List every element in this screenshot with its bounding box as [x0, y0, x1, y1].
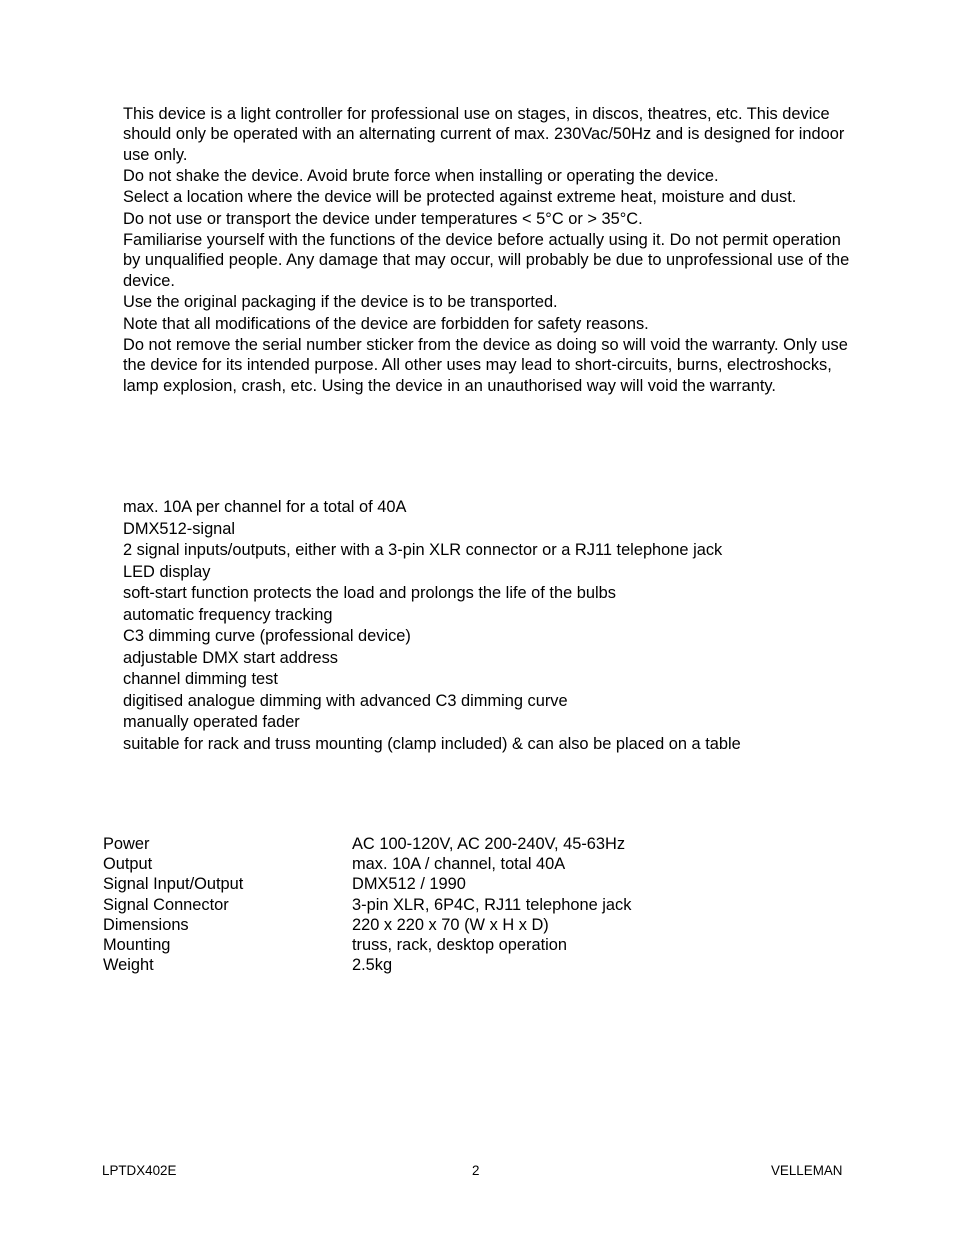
safety-paragraph: Do not use or transport the device under temperatures < 5°C or > 35°C.: [123, 209, 643, 228]
spec-value: 220 x 220 x 70 (W x H x D): [352, 915, 549, 934]
feature-item: C3 dimming curve (professional device): [123, 627, 411, 645]
spec-label: Mounting: [103, 936, 171, 955]
safety-paragraph: Do not remove the serial number sticker from the device as doing so will void the warranty. Only use the device for its intended purpose. All other uses may lead to short-circuits, burns, electroshocks, lamp explosion, crash, etc. Using the device in an unauthorised way will void the warranty.: [123, 335, 848, 395]
feature-item: suitable for rack and truss mounting (clamp included) & can also be placed on a table: [123, 734, 741, 753]
specifications-table: [103, 834, 631, 975]
spec-value: AC 100-120V, AC 200-240V, 45-63Hz: [352, 835, 626, 853]
spec-label: Dimensions: [103, 915, 189, 934]
feature-item: automatic frequency tracking: [123, 605, 333, 624]
feature-item: digitised analogue dimming with advanced C3 dimming curve: [123, 691, 568, 710]
spec-label: Signal Connector: [103, 895, 229, 914]
feature-item: soft-start function protects the load and prolongs the life of the bulbs: [123, 584, 616, 602]
safety-paragraph: Select a location where the device will be protected against extreme heat, moisture and dust.: [123, 188, 797, 207]
feature-item: max. 10A per channel for a total of 40A: [123, 498, 407, 516]
spec-row: [103, 895, 631, 915]
footer-model: LPTDX402E: [102, 1163, 177, 1178]
spec-row: [103, 834, 631, 854]
spec-row: [103, 935, 631, 955]
feature-item: channel dimming test: [123, 670, 278, 688]
spec-value: DMX512 / 1990: [352, 875, 466, 894]
safety-paragraph: Use the original packaging if the device is to be transported.: [123, 293, 558, 312]
features-list: [123, 497, 853, 755]
spec-value: 3-pin XLR, 6P4C, RJ11 telephone jack: [352, 895, 632, 914]
spec-row: [103, 915, 631, 935]
spec-row: [103, 955, 631, 975]
spec-label: Output: [103, 855, 153, 874]
spec-row: [103, 854, 631, 874]
feature-item: 2 signal inputs/outputs, either with a 3-pin XLR connector or a RJ11 telephone jack: [123, 541, 723, 559]
feature-item: adjustable DMX start address: [123, 648, 338, 667]
footer-brand: VELLEMAN: [771, 1163, 843, 1178]
spec-value: truss, rack, desktop operation: [352, 936, 568, 955]
feature-item: LED display: [123, 562, 211, 581]
spec-value: 2.5kg: [352, 956, 393, 975]
safety-paragraph: Note that all modifications of the device are forbidden for safety reasons.: [123, 314, 649, 333]
spec-label: Weight: [103, 956, 154, 975]
safety-paragraph: This device is a light controller for professional use on stages, in discos, theatres, etc. This device should only be operated with an alternating current of max. 230Vac/50Hz and is designed for indoor use only.: [123, 105, 845, 164]
spec-label: Signal Input/Output: [103, 875, 244, 894]
safety-paragraph: Familiarise yourself with the functions of the device before actually using it. Do not permit operation by unqualified people. Any damage that may occur, will probably be due to unprofessional use of the device.: [123, 231, 850, 290]
feature-item: manually operated fader: [123, 713, 300, 731]
safety-instructions: [123, 104, 853, 397]
spec-label: Power: [103, 835, 150, 853]
spec-value: max. 10A / channel, total 40A: [352, 855, 566, 874]
footer-page-number: 2: [472, 1163, 480, 1178]
spec-row: [103, 874, 631, 894]
feature-item: DMX512-signal: [123, 519, 236, 538]
safety-paragraph: Do not shake the device. Avoid brute force when installing or operating the device.: [123, 166, 719, 185]
